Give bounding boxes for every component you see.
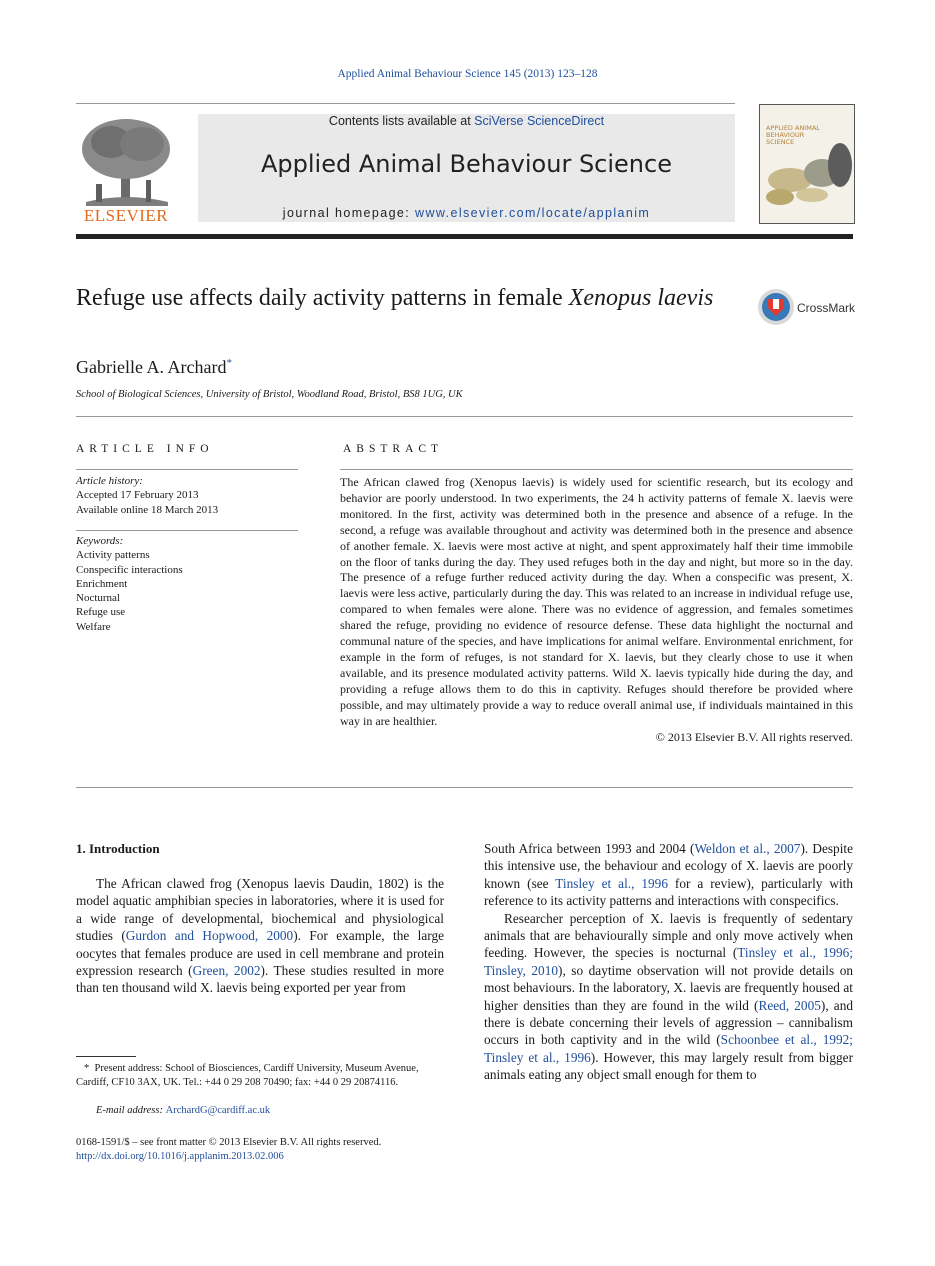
intro-paragraph-1-cont (484, 840, 853, 910)
homepage-line (198, 206, 735, 220)
intro-left-column (76, 875, 444, 997)
footnote-rule (76, 1056, 136, 1057)
footnote (76, 1062, 444, 1090)
intro-text: ). These studies resulted in more than ten thousand wild X. laevis being exported per year from (76, 963, 445, 996)
article-info-heading: ARTICLE INFO (76, 443, 214, 455)
history-label: Article history: (76, 475, 143, 487)
abstract-rule (340, 469, 853, 470)
header-top-rule (76, 103, 735, 104)
keyword: Enrichment (76, 577, 128, 590)
keyword: Conspecific interactions (76, 563, 183, 576)
homepage-link[interactable]: www.elsevier.com/locate/applanim (415, 206, 651, 220)
article-title (76, 284, 736, 313)
abstract-bottom-rule (76, 787, 853, 788)
intro-text: ). Despite this intensive use, the behaviour and ecology of X. laevis are poorly known (see (484, 841, 853, 891)
cover-title: APPLIED ANIMAL BEHAVIOUR SCIENCE (766, 124, 820, 146)
contents-line (198, 114, 735, 128)
crossmark-icon (757, 288, 795, 326)
elsevier-logo (76, 114, 176, 226)
keyword: Welfare (76, 620, 111, 633)
intro-right-column (484, 840, 853, 1084)
article-history (76, 474, 298, 517)
doi-text[interactable]: http://dx.doi.org/10.1016/j.applanim.2013.02.006 (76, 1151, 284, 1162)
abstract-body (340, 475, 853, 745)
intro-paragraph-2 (484, 910, 853, 1084)
author-name: Gabrielle A. Archard (76, 357, 227, 377)
cover-animals-icon (760, 105, 854, 223)
intro-text: South Africa between 1993 and 2004 ( (484, 841, 695, 856)
keyword: Refuge use (76, 606, 126, 619)
intro-paragraph-1 (76, 875, 444, 997)
email-label: E-mail address: (96, 1105, 166, 1116)
author-footnote-mark[interactable]: * (226, 357, 232, 369)
journal-title: Applied Animal Behaviour Science (261, 150, 672, 178)
accepted-date: Accepted 17 February 2013 (76, 489, 199, 502)
citation-link[interactable]: Weldon et al., 2007 (694, 841, 801, 856)
citation-link[interactable]: Reed, 2005 (758, 997, 821, 1013)
crossmark-label: CrossMark (797, 301, 856, 315)
crossmark-badge[interactable] (757, 288, 857, 328)
email-link[interactable]: ArchardG@cardiff.ac.uk (165, 1105, 271, 1116)
keyword: Nocturnal (76, 592, 120, 605)
intro-text: ). However, this may largely result from bigger animals eating any object small enough for them to (484, 1049, 854, 1083)
author-line (76, 357, 232, 378)
issn-line: 0168-1591/$ – see front matter © 2013 Elsevier B.V. All rights reserved. (76, 1137, 382, 1148)
abstract-text: The African clawed frog (Xenopus laevis) is widely used for scientific research, but its ecology and behavior are poorly understood. In two experiments, the 24 h activity patterns of female X. laevis were monitored. In the first, activity was determined both in the presence and absence of a refuge. In the second, a refuge was available throughout and activity was determined both in the presence and absence of another female. X. laevis were most active at night, and spent approximately half their time immobile on the floor of tanks during the day. They used refuges both in the day and night, but more so in the day. The presence of a refuge further reduced activity during the day. When a conspecific was present, X. laevis were less active, particularly during the day. This was related to an increase in individual refuge use, compared to when females were alone. There was no evidence of aggression, and females sometimes shared the refuge, providing no evidence of resource defense. These data highlight the nocturnal and communal nature of the species, and have implications for animal welfare. Environmental enrichment, for example in the form of refuges, is not standard for X. laevis, but they clearly chose to use it when available, and its presence modulated activity patterns. Wild X. laevis typically hide during the day, and providing a refuge allows them to do this in captivity. Refuges should therefore be provided where possible, and may ultimately provide a way to reduce overall animal use, if individuals maintained in this way in are healthier. (340, 475, 853, 728)
email-line (96, 1104, 270, 1118)
footnote-mark: * (84, 1063, 90, 1074)
keywords (76, 534, 298, 634)
intro-text: ), and there is debate concerning their levels of aggression – cannibalism occurs in both captivity and in the wild ( (484, 997, 853, 1048)
journal-cover (759, 104, 855, 224)
title-main: Refuge use affects daily activity patterns in female (76, 285, 569, 311)
online-date: Available online 18 March 2013 (76, 503, 219, 516)
keywords-label: Keywords: (76, 535, 124, 547)
citation-link[interactable]: Schoonbee et al., 1992; Tinsley et al., 1996 (484, 1032, 853, 1065)
title-species: Xenopus laevis (568, 285, 714, 311)
abstract-copyright: © 2013 Elsevier B.V. All rights reserved. (655, 729, 853, 744)
citation-link[interactable]: Gurdon and Hopwood, 2000 (125, 928, 294, 944)
publisher-wordmark: ELSEVIER (83, 206, 169, 225)
citation-link[interactable]: Tinsley et al., 1996 (555, 875, 668, 891)
info-rule-2 (76, 530, 298, 531)
footnote-text: Present address: School of Biosciences, Cardiff University, Museum Avenue, Cardiff, CF10 3AX, UK. Tel.: +44 0 29 208 70490; fax: +44 0 29 20874116. (76, 1063, 419, 1088)
intro-text: ), so daytime observation will not provide details on most behaviours. In the laboratory, X. laevis are frequently housed at higher densities than they are found in the wild ( (484, 962, 854, 1013)
journal-reference[interactable]: Applied Animal Behaviour Science 145 (2013) 123–128 (337, 68, 598, 80)
intro-text: Researcher perception of X. laevis is frequently of sedentary animals that are behaviourally simple and only move actively when feeding. However, the species is nocturnal ( (484, 910, 853, 961)
affiliation-rule (76, 416, 853, 417)
info-rule-1 (76, 469, 298, 470)
doi-link[interactable] (76, 1150, 284, 1164)
keyword: Activity patterns (76, 549, 150, 562)
intro-text: for a review), particularly with reference to its activity patterns and interactions with conspecifics. (484, 875, 853, 909)
intro-text: The African clawed frog (Xenopus laevis Daudin, 1802) is the model aquatic amphibian species in laboratories, where it is used for a wide range of developmental, biochemical and physiological studies ( (76, 876, 444, 944)
affiliation: School of Biological Sciences, University of Bristol, Woodland Road, Bristol, BS8 1UG, UK (76, 389, 463, 400)
abstract-heading: ABSTRACT (343, 443, 444, 455)
homepage-prefix: journal homepage: (282, 206, 416, 220)
sciencedirect-link[interactable]: SciVerse ScienceDirect (474, 114, 605, 128)
header-bottom-rule (76, 234, 853, 239)
citation-link[interactable]: Tinsley et al., 1996; Tinsley, 2010 (484, 945, 853, 978)
citation-link[interactable]: Green, 2002 (192, 963, 261, 979)
section-heading-introduction: 1. Introduction (76, 841, 160, 856)
intro-text: ). For example, the large oocytes that females produce are used in cell membrane and protein expression research ( (76, 928, 444, 979)
contents-prefix: Contents lists available at (328, 114, 475, 128)
